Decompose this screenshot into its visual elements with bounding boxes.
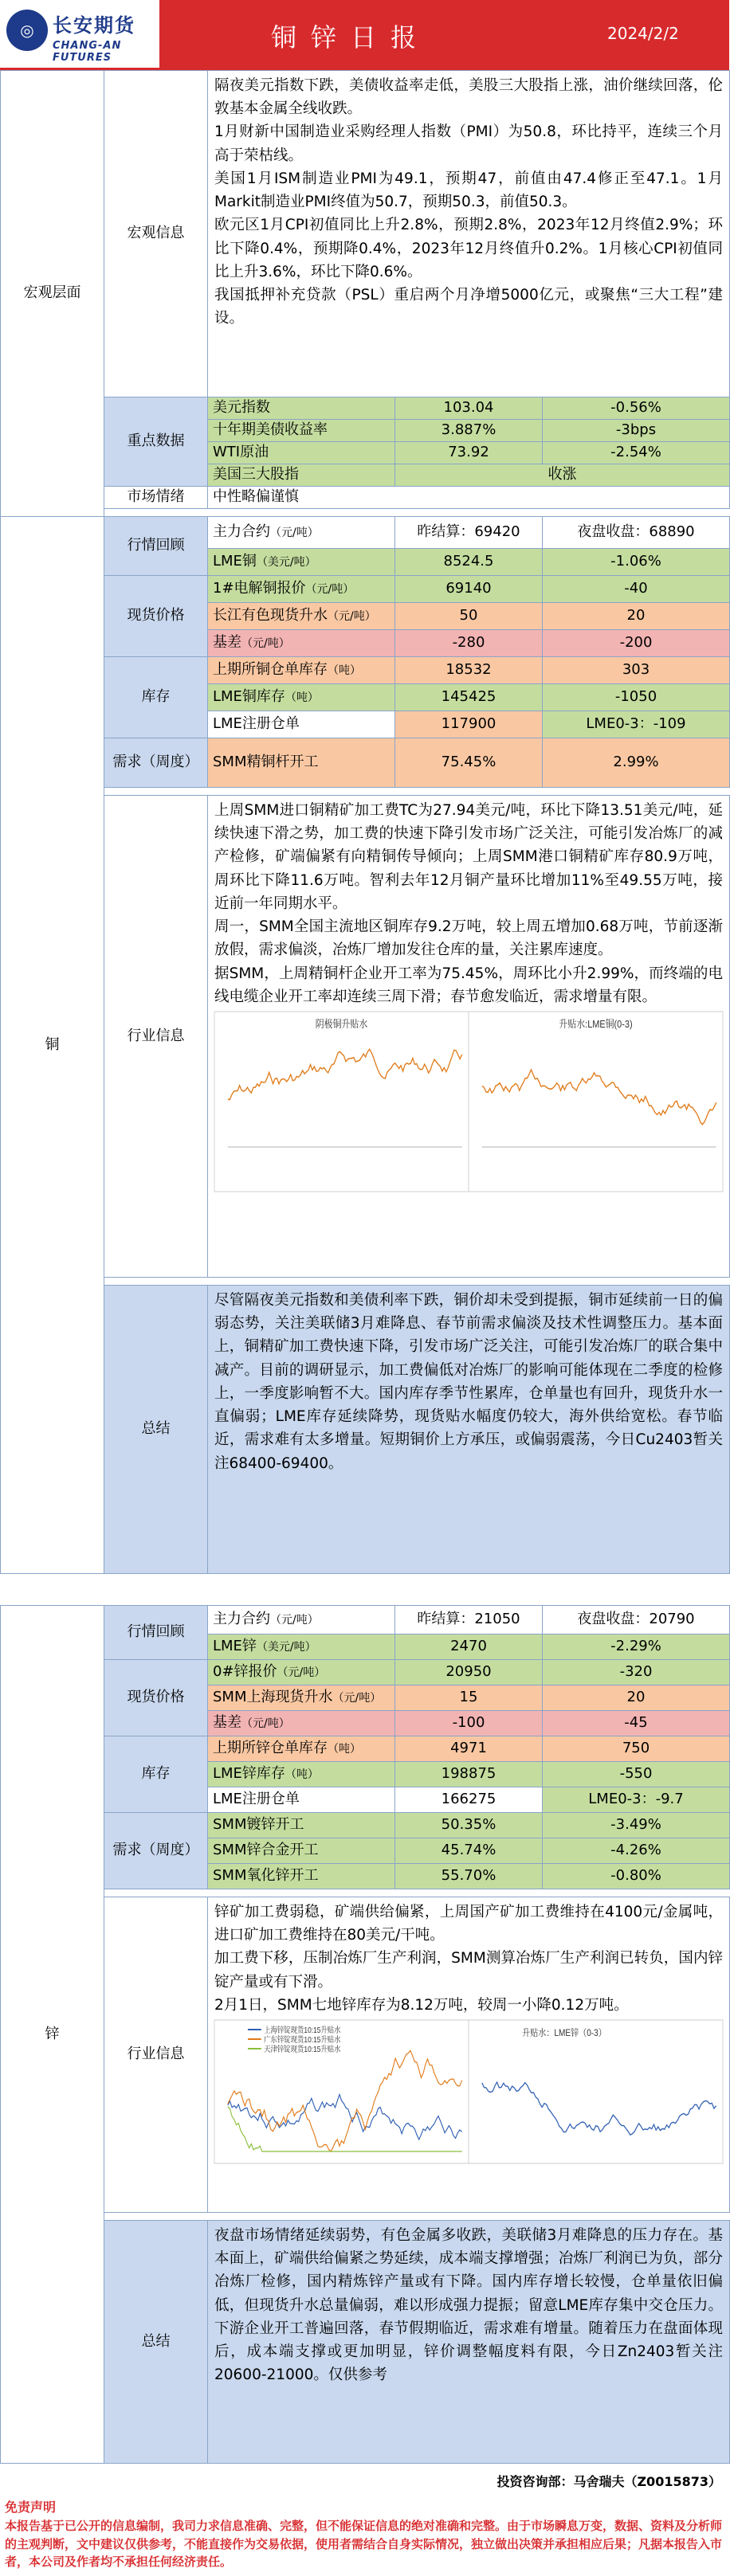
spacer [104, 1278, 730, 1286]
spacer [104, 2213, 730, 2221]
cu-spot2-change: 20 [543, 603, 730, 630]
cu-summary-label: 总结 [104, 1286, 208, 1574]
cu-spot2-value: 50 [395, 603, 543, 630]
sentiment-value: 中性略偏谨慎 [208, 487, 730, 509]
cu-spot1-change: -40 [543, 576, 730, 603]
cu-demand1-change: 2.99% [543, 738, 730, 788]
zn-stock3-change: LME0-3：-9.7 [543, 1787, 730, 1813]
zn-industry-text: 锌矿加工费弱稳，矿端供给偏紧，上周国产矿加工费维持在4100元/金属吨，进口矿加工费维持在80美元/干吨。 加工费下移，压制冶炼厂生产利润，SMM测算冶炼厂生产利润已转负，国内锌锭产量或有下滑。 2月1日，SMM七地锌库存为8.12万吨，较周一小降0.12万吨。 上海锌锭现货10:15升贴水 广东锌锭现货10:15升贴水 天津锌锭现货10:15升贴水 升贴水：LME锌（0-3） [208, 1897, 730, 2213]
cu-stock-label: 库存 [104, 657, 208, 738]
zn-demand2-value: 45.74% [395, 1838, 543, 1864]
zn-quote-label: 行情回顾 [104, 1606, 208, 1660]
zn-basis-change: -45 [543, 1711, 730, 1736]
cu-spot1-value: 69140 [395, 576, 543, 603]
spacer [1, 1574, 730, 1606]
report-date: 2024/2/2 [607, 24, 679, 43]
zn-demand2-name: SMM锌合金开工 [208, 1838, 395, 1864]
cu-lme-price: 8524.5 [395, 549, 543, 576]
zn-stock1-name: 上期所锌仓单库存（吨） [208, 1736, 395, 1762]
cu-basis-name: 基差（元/吨） [208, 630, 395, 657]
zn-legend-1: 上海锌锭现货10:15升贴水 [264, 2026, 341, 2035]
zn-legend-3: 天津锌锭现货10:15升贴水 [264, 2045, 341, 2054]
zn-spot1-value: 20950 [395, 1660, 543, 1685]
cu-contract-name: 主力合约（元/吨） [208, 517, 395, 549]
zn-chart2-title: 升贴水：LME锌（0-3） [522, 2028, 606, 2039]
key-row-value: 103.04 [395, 397, 543, 420]
cu-contract-settle: 昨结算：69420 [395, 517, 543, 549]
cu-basis-change: -200 [543, 630, 730, 657]
logo-emblem-icon: ◎ [6, 10, 48, 51]
cu-industry-text: 上周SMM进口铜精矿加工费TC为27.94美元/吨，环比下降13.51美元/吨，延续快速下滑之势，加工费的快速下降引发市场广泛关注，可能引发冶炼厂的减产检修，矿端偏紧有向精铜传导倾向；上周SMM港口铜精矿库存80.9万吨，周环比下降11.6万吨。智利去年12月铜产量环比增加11%至49.55万吨，接近前一年同期水平。 周一，SMM全国主流地区铜库存9.2万吨，较上周五增加0.68万吨，节前逐渐放假，需求偏淡，冶炼厂增加发往仓库的量，关注累库速度。 据SMM，上周精铜杆企业开工率为75.45%，周环比小升2.99%，而终端的电线电缆企业开工率却连续三周下滑；春节愈发临近，需求增量有限。 阴极铜升贴水 升贴水:LME铜(0-3) [208, 796, 730, 1278]
zn-lme-change: -2.29% [543, 1634, 730, 1660]
key-row-change: -2.54% [543, 442, 730, 464]
zn-lme-spread-chart [469, 2020, 723, 2163]
cu-spot-label: 现货价格 [104, 576, 208, 657]
zn-demand1-value: 50.35% [395, 1813, 543, 1838]
zn-lme-name: LME锌（美元/吨） [208, 1634, 395, 1660]
zn-spot1-name: 0#锌报价（元/吨） [208, 1660, 395, 1685]
zn-contract-night: 夜盘收盘：20790 [543, 1606, 730, 1634]
cu-stock2-change: -1050 [543, 684, 730, 711]
zn-charts [214, 2020, 723, 2163]
spacer [104, 509, 730, 517]
zn-basis-name: 基差（元/吨） [208, 1711, 395, 1736]
zn-summary-label: 总结 [104, 2221, 208, 2464]
cu-chart1-title: 阴极铜升贴水 [315, 1018, 368, 1031]
zn-legend-2: 广东锌锭现货10:15升贴水 [264, 2035, 341, 2045]
key-row-value: 收涨 [395, 464, 730, 487]
cu-contract-night: 夜盘收盘：68890 [543, 517, 730, 549]
report-table [0, 70, 730, 2464]
key-row-name: 十年期美债收益率 [208, 420, 395, 442]
zn-spot2-change: 20 [543, 1685, 730, 1711]
zn-stock3-value: 166275 [395, 1787, 543, 1813]
zn-demand1-change: -3.49% [543, 1813, 730, 1838]
report-header [0, 0, 729, 70]
sentiment-label: 市场情绪 [104, 487, 208, 509]
report-title: 铜锌日报 [271, 22, 431, 53]
zn-summary-text: 夜盘市场情绪延续弱势，有色金属多收跌，美联储3月难降息的压力存在。基本面上，矿端供给偏紧之势延续，成本端支撑增强；冶炼厂利润已为负，部分冶炼厂检修，国内精炼锌产量或有下降。国内库存增长较慢，仓单量依旧偏低，但现货升水总量偏弱，难以形成强力提振；留意LME库存集中交仓压力。下游企业开工普遍回落，春节假期临近，需求难有增量。随着压力在盘面体现后，成本端支撑或更加明显，锌价调整幅度料有限，今日Zn2403暂关注20600-21000。仅供参考 [208, 2221, 730, 2464]
cu-demand-label: 需求（周度） [104, 738, 208, 788]
zn-stock3-name: LME注册仓单 [208, 1787, 395, 1813]
cu-summary-text: 尽管隔夜美元指数和美债利率下跌，铜价却未受到提振，铜市延续前一日的偏弱态势，关注美联储3月难降息、春节前需求偏淡及技术性调整压力。基本面上，铜精矿加工费快速下降，引发市场广泛关注，可能引发冶炼厂的联合集中减产。目前的调研显示，加工费偏低对冶炼厂的影响可能体现在二季度的检修上，一季度影响暂不大。国内库存季节性累库，仓单量也有回升，现货升水一直偏弱；LME库存延续降势，现货贴水幅度仍较大，海外供给宽松。春节临近，需求难有太多增量。短期铜价上方承压，或偏弱震荡，今日Cu2403暂关注68400-69400。 [208, 1286, 730, 1574]
key-row-change: -3bps [543, 420, 730, 442]
zn-contract-settle: 昨结算：21050 [395, 1606, 543, 1634]
zn-industry-label: 行业信息 [104, 1897, 208, 2213]
zn-lme-price: 2470 [395, 1634, 543, 1660]
cu-charts [214, 1012, 723, 1192]
zn-contract-name: 主力合约（元/吨） [208, 1606, 395, 1634]
section-macro: 宏观层面 [1, 71, 104, 517]
cu-stock1-change: 303 [543, 657, 730, 684]
cu-cathode-premium-chart [214, 1012, 469, 1192]
spacer [104, 788, 730, 796]
zn-stock1-change: 750 [543, 1736, 730, 1762]
zn-spot-label: 现货价格 [104, 1660, 208, 1736]
zn-stock2-name: LME锌库存（吨） [208, 1762, 395, 1787]
zn-demand1-name: SMM镀锌开工 [208, 1813, 395, 1838]
cu-stock2-value: 145425 [395, 684, 543, 711]
macro-info-text: 隔夜美元指数下跌，美债收益率走低，美股三大股指上涨，油价继续回落，伦敦基本金属全线收跌。 1月财新中国制造业采购经理人指数（PMI）为50.8，环比持平，连续三个月高于荣枯线。 美国1月ISM制造业PMI为49.1，预期47，前值由47.4修正至47.1。1月Markit制造业PMI终值为50.7，预期50.3，前值50.3。 欧元区1月CPI初值同比上升2.8%，预期2.8%，2023年12月终值2.9%；环比下降0.4%，预期降0.4%，2023年12月终值升0.2%。1月核心CPI初值同比上升3.6%，环比下降0.6%。 我国抵押补充贷款（PSL）重启两个月净增5000亿元，或聚焦“三大工程”建设。 [208, 71, 730, 397]
zn-demand3-name: SMM氧化锌开工 [208, 1864, 395, 1889]
section-zinc: 锌 [1, 1606, 104, 2464]
cu-basis-value: -280 [395, 630, 543, 657]
zn-stock-label: 库存 [104, 1736, 208, 1813]
company-logo [0, 0, 159, 70]
cu-demand1-value: 75.45% [395, 738, 543, 788]
cu-stock3-name: LME注册仓单 [208, 711, 395, 738]
key-row-name: WTI原油 [208, 442, 395, 464]
cu-stock3-change: LME0-3：-109 [543, 711, 730, 738]
key-data-label: 重点数据 [104, 397, 208, 487]
cu-stock3-value: 117900 [395, 711, 543, 738]
cu-lme-name: LME铜（美元/吨） [208, 549, 395, 576]
cu-quote-label: 行情回顾 [104, 517, 208, 576]
cu-stock2-name: LME铜库存（吨） [208, 684, 395, 711]
spacer [104, 1889, 730, 1897]
key-row-value: 73.92 [395, 442, 543, 464]
zn-spot-premium-chart [214, 2020, 469, 2163]
cu-spot2-name: 长江有色现货升水（元/吨） [208, 603, 395, 630]
cu-lme-change: -1.06% [543, 549, 730, 576]
key-row-change: -0.56% [543, 397, 730, 420]
cu-stock1-value: 18532 [395, 657, 543, 684]
logo-text-en: CHANG-AN FUTURES [53, 40, 122, 64]
macro-info-label: 宏观信息 [104, 71, 208, 397]
zn-stock2-value: 198875 [395, 1762, 543, 1787]
zn-demand3-value: 55.70% [395, 1864, 543, 1889]
zn-spot2-name: SMM上海现货升水（元/吨） [208, 1685, 395, 1711]
key-row-value: 3.887% [395, 420, 543, 442]
zn-demand2-change: -4.26% [543, 1838, 730, 1864]
cu-stock1-name: 上期所铜仓单库存（吨） [208, 657, 395, 684]
cu-chart2-title: 升贴水:LME铜(0-3) [559, 1018, 633, 1031]
cu-lme-spread-chart [469, 1012, 723, 1192]
zn-spot1-change: -320 [543, 1660, 730, 1685]
cu-demand1-name: SMM精铜杆开工 [208, 738, 395, 788]
zn-basis-value: -100 [395, 1711, 543, 1736]
zn-demand-label: 需求（周度） [104, 1813, 208, 1889]
disclaimer-text: 本报告基于已公开的信息编制，我司力求信息准确、完整，但不能保证信息的绝对准确和完整。由于市场瞬息万变，数据、资料及分析师的主观判断，文中建议仅供参考，不能直接作为交易依据，使用者需结合自身实际情况，独立做出决策并承担相应后果；凡据本报告入市者，本公司及作者均不承担任何经济责任。 [5, 2519, 723, 2569]
zn-stock2-change: -550 [543, 1762, 730, 1787]
cu-spot1-name: 1#电解铜报价（元/吨） [208, 576, 395, 603]
zn-stock1-value: 4971 [395, 1736, 543, 1762]
disclaimer-title: 免责声明 [5, 2500, 57, 2515]
logo-text-cn: 长安期货 [53, 14, 135, 37]
section-copper: 铜 [1, 517, 104, 1574]
key-row-name: 美元指数 [208, 397, 395, 420]
zn-spot2-value: 15 [395, 1685, 543, 1711]
cu-industry-label: 行业信息 [104, 796, 208, 1278]
zn-demand3-change: -0.80% [543, 1864, 730, 1889]
analyst-info: 投资咨询部：马舍瑞夫（Z0015873） [496, 2474, 721, 2489]
key-row-name: 美国三大股指 [208, 464, 395, 487]
